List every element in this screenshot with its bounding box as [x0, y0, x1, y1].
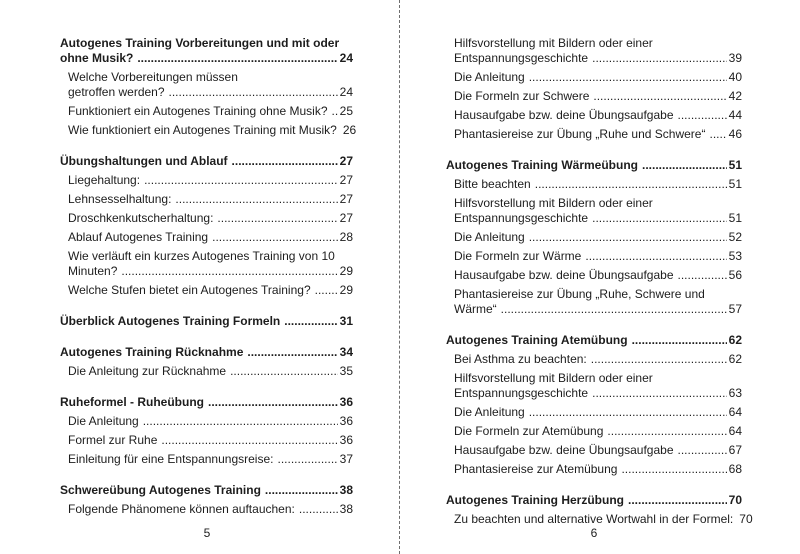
page-number: 5: [203, 526, 211, 540]
toc-sub-entry: [446, 424, 742, 439]
entry-page-number: 40: [728, 70, 742, 84]
entry-page-number: 68: [728, 462, 742, 476]
entry-page-number: 64: [728, 424, 742, 438]
entry-text: Lehnsesselhaltung:: [68, 192, 172, 206]
entry-page-number: 64: [728, 405, 742, 419]
dot-leader: [529, 405, 727, 420]
toc-sub-entry: [446, 89, 742, 104]
dot-leader: [535, 177, 727, 192]
dot-leader: [529, 230, 727, 245]
toc-sub-entry: [446, 70, 742, 85]
entry-page-number: 63: [728, 386, 742, 400]
entry-page-number: 34: [339, 345, 353, 359]
entry-text: Bei Asthma zu beachten:: [454, 352, 587, 366]
dot-leader: [621, 462, 726, 477]
toc-sub-entry: [446, 352, 742, 367]
dot-leader: [501, 302, 727, 317]
toc-sub-entry: [60, 70, 353, 85]
dot-leader: [247, 345, 337, 360]
entry-text: Die Anleitung: [454, 230, 525, 244]
entry-text: Hausaufgabe bzw. deine Übungsaufgabe: [454, 443, 674, 457]
dot-leader: [161, 433, 337, 448]
toc-sub-entry: [446, 512, 753, 527]
toc-sub-entry: [60, 249, 353, 264]
toc-sub-entry: [60, 364, 353, 379]
entry-text: ohne Musik?: [60, 51, 134, 65]
entry-text: Phantasiereise zur Atemübung: [454, 462, 618, 476]
dot-leader: [299, 502, 338, 517]
dot-leader: [332, 104, 338, 119]
entry-text: Welche Stufen bietet ein Autogenes Training?: [68, 283, 311, 297]
entry-page-number: 28: [339, 230, 353, 244]
entry-page-number: 36: [339, 395, 353, 409]
toc-sub-entry: [446, 51, 742, 66]
entry-page-number: 38: [339, 502, 353, 516]
entry-text: Wie funktioniert ein Autogenes Training mit Musik?: [68, 123, 337, 137]
toc-sub-entry: [60, 502, 353, 517]
entry-text: Überblick Autogenes Training Formeln: [60, 314, 281, 328]
entry-page-number: 29: [339, 264, 353, 278]
entry-page-number: 46: [728, 127, 742, 141]
dot-leader: [628, 493, 727, 508]
entry-text: Hilfsvorstellung mit Bildern oder einer: [454, 371, 653, 385]
toc-sub-entry: [446, 405, 742, 420]
toc-sub-entry: [446, 36, 742, 51]
entry-page-number: 44: [728, 108, 742, 122]
dot-leader: [169, 85, 338, 100]
entry-page-number: 35: [339, 364, 353, 378]
dot-leader: [678, 108, 727, 123]
dot-leader: [709, 127, 726, 142]
toc-heading-entry: [60, 345, 353, 360]
entry-page-number: 29: [339, 283, 353, 297]
entry-text: Die Anleitung: [454, 70, 525, 84]
entry-text: Die Formeln zur Wärme: [454, 249, 582, 263]
dot-leader: [175, 192, 337, 207]
toc-heading-entry: [60, 51, 353, 66]
entry-text: Die Anleitung: [68, 414, 139, 428]
dot-leader: [632, 333, 727, 348]
dot-leader: [591, 352, 727, 367]
entry-page-number: 57: [728, 302, 742, 316]
entry-text: Autogenes Training Atemübung: [446, 333, 628, 347]
dot-leader: [592, 386, 727, 401]
dot-leader: [230, 364, 338, 379]
entry-text: getroffen werden?: [68, 85, 165, 99]
entry-page-number: 25: [339, 104, 353, 118]
entry-text: Autogenes Training Herzübung: [446, 493, 625, 507]
entry-page-number: 42: [728, 89, 742, 103]
toc-sub-entry: [446, 268, 742, 283]
entry-text: Liegehaltung:: [68, 173, 141, 187]
entry-page-number: 27: [339, 173, 353, 187]
dot-leader: [121, 264, 337, 279]
entry-text: Phantasiereise zur Übung „Ruhe, Schwere und: [454, 287, 705, 301]
entry-page-number: 53: [728, 249, 742, 263]
entry-page-number: 27: [339, 154, 353, 168]
dot-leader: [678, 268, 727, 283]
entry-text: Folgende Phänomene können auftauchen:: [68, 502, 295, 516]
dot-leader: [592, 211, 727, 226]
entry-text: Droschkenkutscherhaltung:: [68, 211, 214, 225]
entry-text: Autogenes Training Rücknahme: [60, 345, 244, 359]
entry-text: Autogenes Training Wärmeübung: [446, 158, 639, 172]
entry-page-number: 36: [339, 414, 353, 428]
entry-text: Hausaufgabe bzw. deine Übungsaufgabe: [454, 268, 674, 282]
toc-sub-entry: [446, 177, 742, 192]
toc-sub-entry: [60, 192, 353, 207]
toc-sub-entry: [60, 123, 357, 138]
entry-page-number: 24: [339, 85, 353, 99]
dot-leader: [678, 443, 727, 458]
entry-text: Phantasiereise zur Übung „Ruhe und Schwere“: [454, 127, 706, 141]
entry-text: Hilfsvorstellung mit Bildern oder einer: [454, 36, 653, 50]
entry-page-number: 31: [339, 314, 353, 328]
entry-page-number: 24: [339, 51, 353, 65]
entry-text: Schwereübung Autogenes Training: [60, 483, 261, 497]
toc-sub-entry: [446, 302, 742, 317]
toc-sub-entry: [446, 371, 742, 386]
entry-text: Ablauf Autogenes Training: [68, 230, 209, 244]
dot-leader: [217, 211, 337, 226]
entry-text: Einleitung für eine Entspannungsreise:: [68, 452, 274, 466]
entry-text: Ruheformel - Ruheübung: [60, 395, 204, 409]
toc-sub-entry: [446, 211, 742, 226]
toc-page-6: [400, 0, 800, 554]
toc-heading-entry: [446, 333, 742, 348]
toc-sub-entry: [60, 283, 353, 298]
dot-leader: [137, 51, 337, 66]
entry-page-number: 39: [728, 51, 742, 65]
entry-text: Zu beachten und alternative Wortwahl in der Formel:: [454, 512, 734, 526]
entry-text: Die Formeln zur Atemübung: [454, 424, 604, 438]
dot-leader: [607, 424, 726, 439]
entry-text: Hausaufgabe bzw. deine Übungsaufgabe: [454, 108, 674, 122]
entry-text: Funktioniert ein Autogenes Training ohne Musik?: [68, 104, 328, 118]
dot-leader: [208, 395, 338, 410]
entry-text: Übungshaltungen und Ablauf: [60, 154, 228, 168]
entry-page-number: 37: [339, 452, 353, 466]
entry-page-number: 56: [728, 268, 742, 282]
dot-leader: [315, 283, 338, 298]
toc-sub-entry: [446, 386, 742, 401]
entry-page-number: 27: [339, 192, 353, 206]
dot-leader: [144, 173, 338, 188]
toc-sub-entry: [446, 287, 742, 302]
toc-sub-entry: [60, 85, 353, 100]
toc-sub-entry: [446, 443, 742, 458]
entry-page-number: 36: [339, 433, 353, 447]
entry-page-number: 26: [342, 123, 357, 137]
toc-heading-entry: [446, 158, 742, 173]
dot-leader: [592, 51, 727, 66]
entry-text: Hilfsvorstellung mit Bildern oder einer: [454, 196, 653, 210]
toc-sub-entry: [446, 108, 742, 123]
entry-page-number: 62: [728, 352, 742, 366]
toc-sub-entry: [446, 249, 742, 264]
entry-text: Wärme“: [454, 302, 497, 316]
entry-text: Entspannungsgeschichte: [454, 211, 589, 225]
entry-page-number: 27: [339, 211, 353, 225]
entry-page-number: 51: [728, 158, 742, 172]
toc-heading-entry: [60, 483, 353, 498]
toc-sub-entry: [60, 211, 353, 226]
entry-text: Die Formeln zur Schwere: [454, 89, 590, 103]
dot-leader: [265, 483, 338, 498]
entry-page-number: 51: [728, 177, 742, 191]
entry-page-number: 52: [728, 230, 742, 244]
dot-leader: [284, 314, 337, 329]
dot-leader: [529, 70, 727, 85]
toc-heading-entry: [446, 493, 742, 508]
dot-leader: [642, 158, 727, 173]
dot-leader: [593, 89, 726, 104]
toc-sub-entry: [60, 230, 353, 245]
entry-page-number: 62: [728, 333, 742, 347]
toc-entries-right: [446, 36, 753, 527]
dot-leader: [277, 452, 337, 467]
toc-sub-entry: [60, 264, 353, 279]
entry-text: Welche Vorbereitungen müssen: [68, 70, 238, 84]
toc-sub-entry: [60, 433, 353, 448]
toc-sub-entry: [446, 127, 742, 142]
entry-page-number: 51: [728, 211, 742, 225]
toc-heading-entry: [60, 395, 353, 410]
dot-leader: [212, 230, 338, 245]
entry-text: Entspannungsgeschichte: [454, 386, 589, 400]
toc-heading-entry: [60, 154, 353, 169]
entry-page-number: 38: [339, 483, 353, 497]
entry-page-number: 67: [728, 443, 742, 457]
dot-leader: [585, 249, 726, 264]
entry-text: Die Anleitung: [454, 405, 525, 419]
entry-text: Autogenes Training Vorbereitungen und mit oder: [60, 36, 340, 50]
entry-page-number: 70: [728, 493, 742, 507]
toc-sub-entry: [446, 462, 742, 477]
toc-sub-entry: [60, 452, 353, 467]
toc-sub-entry: [60, 104, 353, 119]
dot-leader: [232, 154, 338, 169]
toc-entries-left: [60, 36, 357, 517]
toc-heading-entry: [60, 314, 353, 329]
entry-text: Minuten?: [68, 264, 118, 278]
dot-leader: [143, 414, 338, 429]
toc-sub-entry: [446, 230, 742, 245]
entry-text: Bitte beachten: [454, 177, 531, 191]
entry-text: Formel zur Ruhe: [68, 433, 158, 447]
entry-page-number: 70: [739, 512, 753, 526]
page-number: 6: [590, 526, 598, 540]
toc-heading-entry: [60, 36, 353, 51]
entry-text: Wie verläuft ein kurzes Autogenes Training von 10: [68, 249, 335, 263]
entry-text: Entspannungsgeschichte: [454, 51, 589, 65]
entry-text: Die Anleitung zur Rücknahme: [68, 364, 227, 378]
toc-sub-entry: [60, 414, 353, 429]
toc-sub-entry: [446, 196, 742, 211]
toc-sub-entry: [60, 173, 353, 188]
